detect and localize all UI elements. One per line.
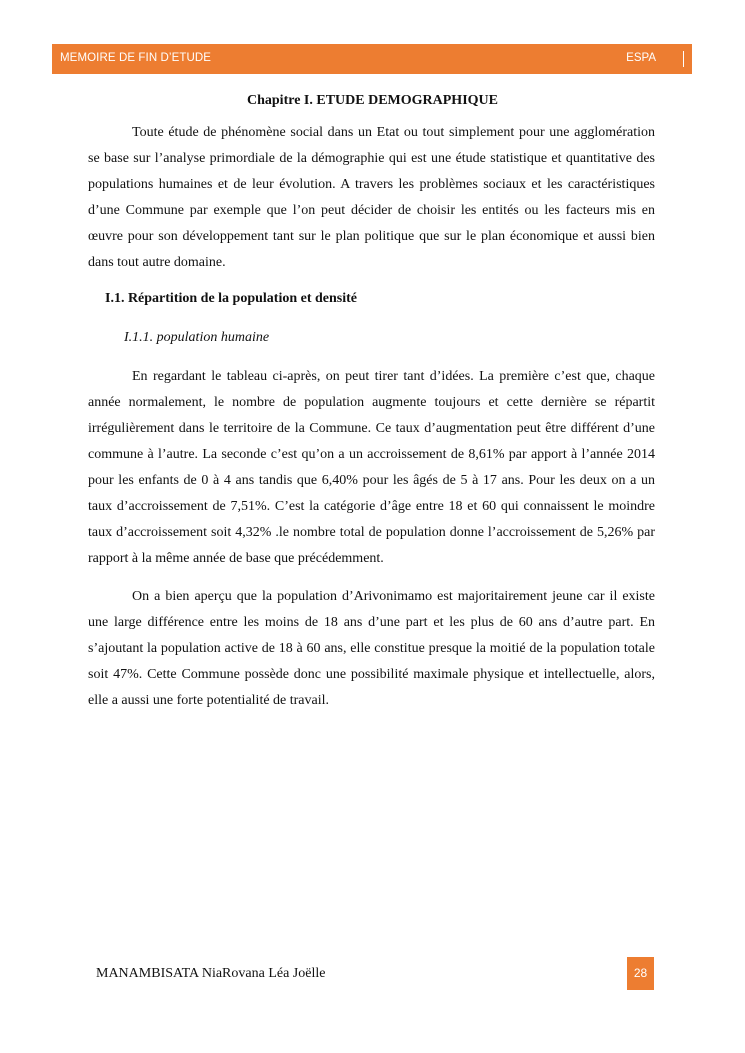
page-header — [52, 44, 692, 74]
subsection-title: I.1.1. population humaine — [124, 330, 270, 345]
header-institution: ESPA — [626, 52, 656, 64]
intro-paragraph: Toute étude de phénomène social dans un Etat ou tout simplement pour une agglomération se base sur l’analyse primordiale de la démographie qui est une étude statistique et quantitative des populations humaines et de leur évolution. A travers les problèmes sociaux et les caractéristiques d’une Commune par exemple que l’on peut décider de choisir les entités ou les facteurs mis en œuvre pour son développement tant sur le plan politique que sur le plan économique et aussi bien dans tout autre domaine. — [88, 125, 655, 270]
footer-author: MANAMBISATA NiaRovana Léa Joëlle — [96, 966, 326, 981]
population-growth-paragraph: En regardant le tableau ci-après, on peut tirer tant d’idées. La première c’est que, chaque année normalement, le nombre de population augmente toujours et cette dernière se répartit irrégulièrement dans le territoire de la Commune. Ce taux d’augmentation peut être différent d’une commune à l’autre. La seconde c’est qu’on a un accroissement de 8,61% par apport à l’année 2014 pour les enfants de 0 à 4 ans tandis que 6,40% pour les âgés de 5 à 17 ans. Pour les deux on a un taux d’accroissement de 7,51%. C’est la catégorie d’âge entre 18 et 60 qui connaissent le moindre taux d’accroissement soit 4,32% .le nombre total de population donne l’accroissement de 5,26% par rapport à la même année de base que précédemment. — [88, 369, 655, 566]
chapter-title: Chapitre I. ETUDE DEMOGRAPHIQUE — [247, 93, 498, 108]
header-document-title: MEMOIRE DE FIN D’ETUDE — [60, 52, 212, 64]
page-number: 28 — [627, 957, 654, 990]
population-age-paragraph: On a bien aperçu que la population d’Arivonimamo est majoritairement jeune car il existe une large différence entre les moins de 18 ans d’une part et les plus de 60 ans d’autre part. En s’ajoutant la population active de 18 à 60 ans, elle constitue presque la moitié de la population totale soit 47%. Cette Commune possède donc une possibilité maximale physique et intellectuelle, alors, elle a aussi une forte potentialité de travail. — [88, 589, 655, 708]
header-divider — [683, 51, 684, 67]
section-title: I.1. Répartition de la population et densité — [105, 291, 358, 306]
